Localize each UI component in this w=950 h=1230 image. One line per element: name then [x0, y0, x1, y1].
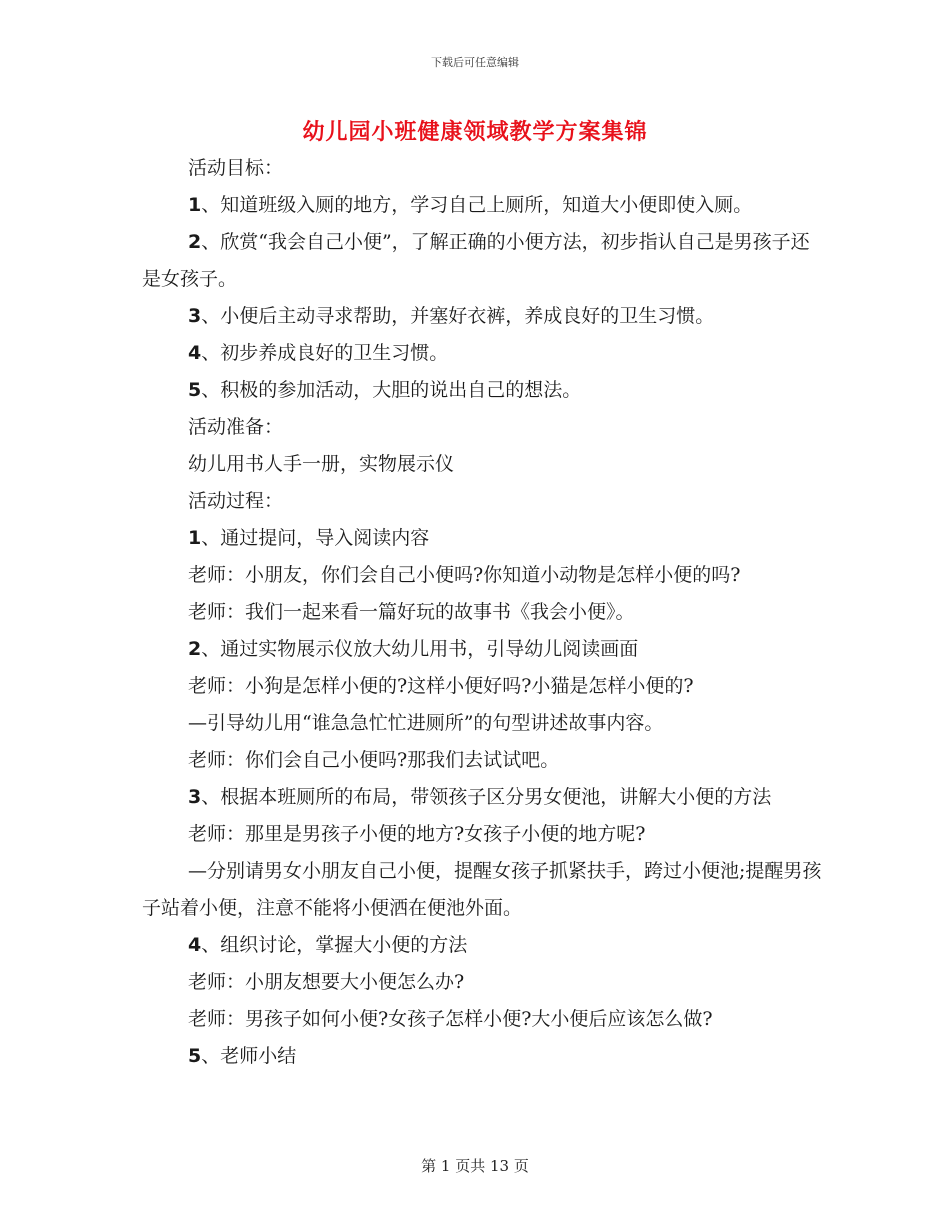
- paragraph-text: 、积极的参加活动，大胆的说出自己的想法。: [201, 379, 582, 401]
- paragraph: [142, 557, 822, 594]
- paragraph-text: 、知道班级入厕的地方，学习自己上厕所，知道大小便即使入厕。: [201, 194, 753, 216]
- paragraph: [142, 1038, 822, 1075]
- paragraph: [142, 224, 822, 298]
- paragraph: [142, 779, 822, 816]
- item-number: 5: [188, 1045, 202, 1067]
- page-number: 第 1 页共 13 页: [421, 1157, 529, 1175]
- paragraph-text: 活动准备：: [188, 416, 284, 438]
- document-body: [142, 150, 822, 1075]
- item-number: 5: [188, 379, 202, 401]
- paragraph: [142, 372, 822, 409]
- paragraph-text: 、根据本班厕所的布局，带领孩子区分男女便池，讲解大小便的方法: [201, 786, 772, 808]
- paragraph-text: 老师：你们会自己小便吗?那我们去试试吧。: [188, 749, 560, 771]
- paragraph: [142, 964, 822, 1001]
- paragraph: [142, 409, 822, 446]
- paragraph: [142, 187, 822, 224]
- paragraph: [142, 742, 822, 779]
- paragraph: [142, 150, 822, 187]
- item-number: 2: [188, 638, 202, 660]
- paragraph: [142, 1001, 822, 1038]
- paragraph-text: 、通过实物展示仪放大幼儿用书，引导幼儿阅读画面: [201, 638, 639, 660]
- paragraph: [142, 446, 822, 483]
- document-title: 幼儿园小班健康领域教学方案集锦: [302, 119, 648, 145]
- paragraph: [142, 853, 822, 927]
- paragraph: [142, 816, 822, 853]
- item-number: 2: [188, 231, 202, 253]
- paragraph-text: 活动目标：: [188, 157, 284, 179]
- paragraph-text: 老师：我们一起来看一篇好玩的故事书《我会小便》。: [188, 601, 635, 623]
- paragraph-text: 老师：男孩子如何小便?女孩子怎样小便?大小便后应该怎么做?: [188, 1008, 713, 1030]
- item-number: 1: [188, 194, 202, 216]
- paragraph-text: 幼儿用书人手一册，实物展示仪: [188, 453, 455, 475]
- item-number: 1: [188, 527, 202, 549]
- paragraph: [142, 668, 822, 705]
- paragraph-text: 老师：小朋友想要大小便怎么办?: [188, 971, 465, 993]
- paragraph-text: 、欣赏“我会自己小便”，了解正确的小便方法，初步指认自己是男孩子还是女孩子。: [142, 231, 810, 290]
- paragraph: [142, 335, 822, 372]
- item-number: 3: [188, 786, 202, 808]
- paragraph-text: 老师：那里是男孩子小便的地方?女孩子小便的地方呢?: [188, 823, 646, 845]
- paragraph-text: 、小便后主动寻求帮助，并塞好衣裤，养成良好的卫生习惯。: [201, 305, 715, 327]
- paragraph: [142, 705, 822, 742]
- paragraph: [142, 594, 822, 631]
- item-number: 3: [188, 305, 202, 327]
- paragraph: [142, 298, 822, 335]
- paragraph-text: —引导幼儿用“谁急急忙忙进厕所”的句型讲述故事内容。: [188, 712, 664, 734]
- paragraph-text: 、老师小结: [201, 1045, 297, 1067]
- item-number: 4: [188, 934, 202, 956]
- paragraph-text: 、组织讨论，掌握大小便的方法: [201, 934, 468, 956]
- paragraph-text: 活动过程：: [188, 490, 284, 512]
- paragraph-text: —分别请男女小朋友自己小便，提醒女孩子抓紧扶手，跨过小便池;提醒男孩子站着小便，注意不能将小便洒在便池外面。: [142, 860, 822, 919]
- header-note: 下载后可任意编辑: [431, 56, 519, 69]
- paragraph: [142, 927, 822, 964]
- paragraph-text: 老师：小朋友，你们会自己小便吗?你知道小动物是怎样小便的吗?: [188, 564, 741, 586]
- paragraph-text: 老师：小狗是怎样小便的?这样小便好吗?小猫是怎样小便的?: [188, 675, 694, 697]
- paragraph-text: 、初步养成良好的卫生习惯。: [201, 342, 449, 364]
- paragraph-text: 、通过提问，导入阅读内容: [201, 527, 430, 549]
- paragraph: [142, 631, 822, 668]
- paragraph: [142, 520, 822, 557]
- paragraph: [142, 483, 822, 520]
- item-number: 4: [188, 342, 202, 364]
